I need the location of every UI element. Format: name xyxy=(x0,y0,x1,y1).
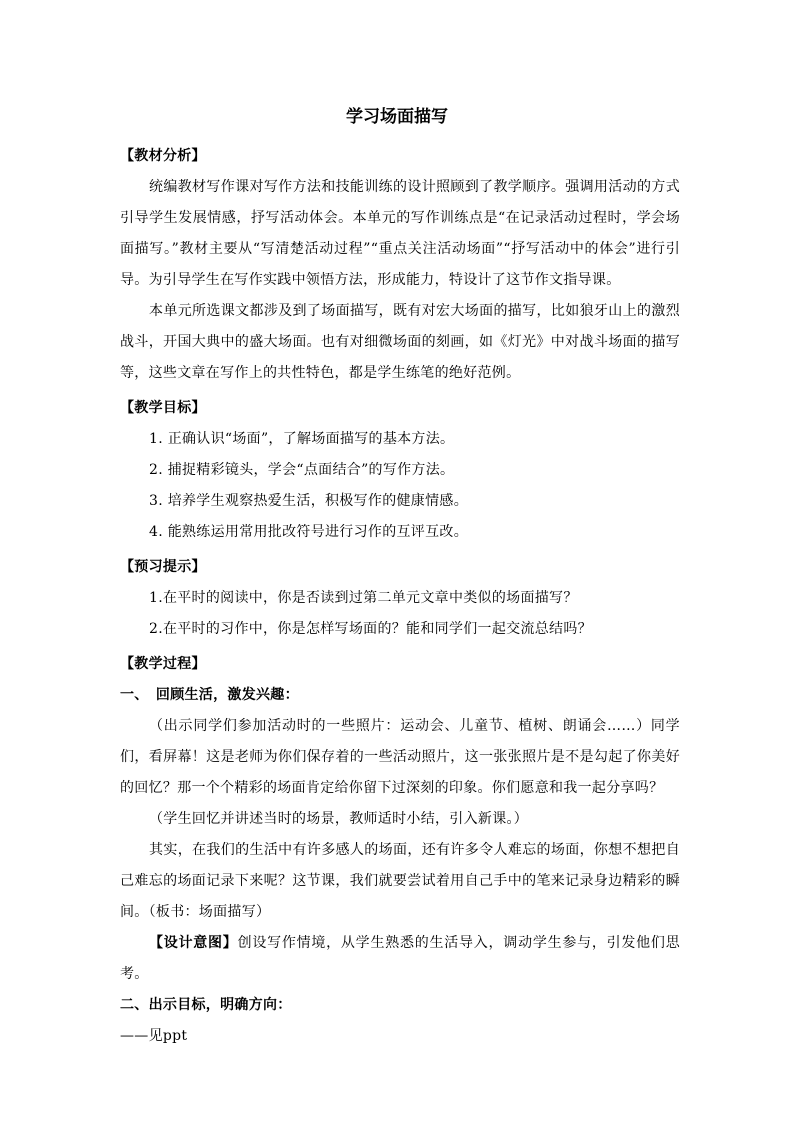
preview-item-2: 2.在平时的习作中，你是怎样写场面的？能和同学们一起交流总结吗？ xyxy=(149,621,592,637)
process-paragraph-2: （学生回忆并讲述当时的场景，教师适时小结，引入新课。） xyxy=(149,811,529,827)
analysis-paragraph-2: 本单元所选课文都涉及到了场面描写，既有对宏大场面的描写，比如狼牙山上的激烈战斗，开国大典中的盛大场面。也有对细微场面的刻画，如《灯光》中对战斗场面的描写等，这些文章在写作上的共性特色，都是学生练笔的绝好范例。 xyxy=(120,303,680,381)
process-paragraph-1: （出示同学们参加活动时的一些照片：运动会、儿童节、植树、朗诵会……）同学们，看屏幕！这是老师为你们保存着的一些活动照片，这一张张照片是不是勾起了你美好的回忆？那一个个精彩的场面肯定给你留下过深刻的印象。你们愿意和我一起分享吗？ xyxy=(120,718,680,796)
process-step-2-note: ——见ppt xyxy=(120,1028,188,1044)
goal-item-4: 4. 能熟练运用常用批改符号进行习作的互评互改。 xyxy=(149,524,469,540)
process-step-1: 一、 回顾生活，激发兴趣： xyxy=(120,687,299,703)
heading-process: 【教学过程】 xyxy=(120,656,206,672)
document-body xyxy=(120,141,680,1052)
goal-item-3: 3. 培养学生观察热爱生活，积极写作的健康情感。 xyxy=(149,493,469,509)
heading-analysis: 【教材分析】 xyxy=(120,148,206,164)
design-intent-text: 创设写作情境，从学生熟悉的生活导入，调动学生参与，引发他们思考。 xyxy=(120,935,680,982)
heading-goals: 【教学目标】 xyxy=(120,400,206,416)
process-paragraph-3: 其实，在我们的生活中有许多感人的场面，还有许多令人难忘的场面，你想不想把自己难忘的场面记录下来呢？这节课，我们就要尝试着用自己手中的笔来记录身边精彩的瞬间。（板书：场面描写） xyxy=(120,842,680,920)
design-intent-label: 【设计意图】 xyxy=(149,935,238,951)
analysis-paragraph-1: 统编教材写作课对写作方法和技能训练的设计照顾到了教学顺序。强调用活动的方式引导学生发展情感，抒写活动体会。本单元的写作训练点是“在记录活动过程时，学会场面描写。”教材主要从“写清楚活动过程”“重点关注活动场面”“抒写活动中的体会”进行引导。为引导学生在写作实践中领悟方法，形成能力，特设计了这节作文指导课。 xyxy=(120,179,680,288)
goal-item-2: 2. 捕捉精彩镜头，学会“点面结合”的写作方法。 xyxy=(149,462,455,478)
design-intent xyxy=(120,928,680,990)
preview-item-1: 1.在平时的阅读中，你是否读到过第二单元文章中类似的场面描写？ xyxy=(149,590,578,606)
process-step-2: 二、出示目标，明确方向： xyxy=(120,997,292,1013)
document-title: 学习场面描写 xyxy=(346,107,448,127)
goal-item-1: 1. 正确认识“场面”，了解场面描写的基本方法。 xyxy=(149,431,455,447)
heading-preview: 【预习提示】 xyxy=(120,559,206,575)
